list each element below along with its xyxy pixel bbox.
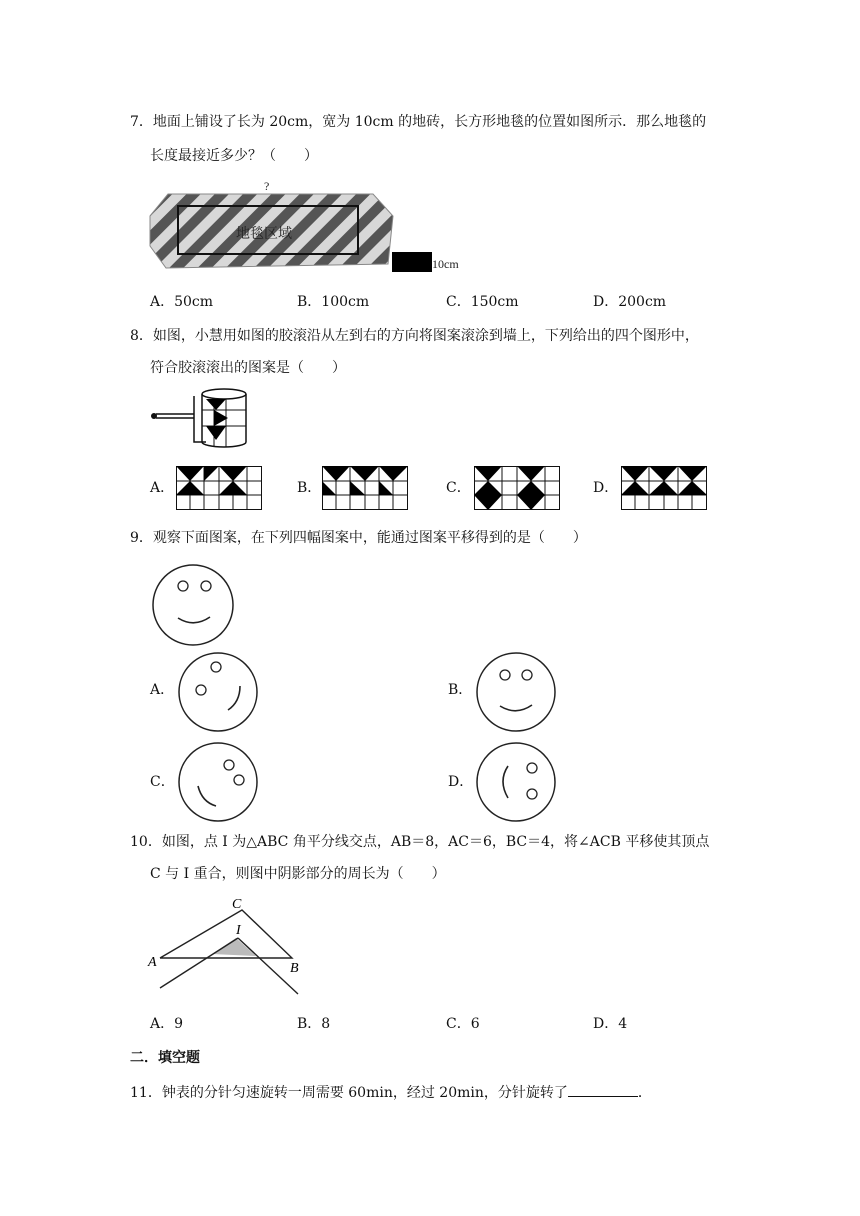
- q7-scale-label: 10cm: [432, 257, 459, 271]
- q11-text: 11．钟表的分针匀速旋转一周需要 60min，经过 20min，分针旋转了: [130, 1085, 568, 1101]
- q7-question-mark: ?: [264, 179, 270, 193]
- q10-triangle-figure: [144, 896, 304, 998]
- q11-text-line1: [130, 1082, 652, 1103]
- q8-option-a[interactable]: A．: [150, 480, 175, 496]
- q8-text-line2: 符合胶滚滚出的图案是（ ）: [150, 360, 346, 376]
- q10-option-a[interactable]: A．9: [150, 1016, 184, 1032]
- q10-text-line2: C 与 I 重合，则图中阴影部分的周长为（ ）: [150, 866, 446, 882]
- q8-pattern-b[interactable]: [322, 466, 408, 510]
- q10-label-a: A: [148, 955, 157, 970]
- q7-carpet-label: 地毯区域: [236, 227, 292, 242]
- q9-face-b[interactable]: [474, 650, 558, 734]
- q10-label-b: B: [290, 961, 299, 976]
- q10-option-d[interactable]: D．4: [593, 1016, 628, 1032]
- q11-text-end: ．: [637, 1085, 652, 1101]
- q8-pattern-a[interactable]: [176, 466, 262, 510]
- q7-option-a[interactable]: A．50cm: [150, 294, 214, 310]
- q9-option-d[interactable]: D．: [448, 774, 474, 790]
- q8-text-line1: 8．如图，小慧用如图的胶滚沿从左到右的方向将图案滚涂到墙上，下列给出的四个图形中，: [130, 328, 699, 344]
- q9-original-face: [150, 562, 236, 648]
- q10-option-c[interactable]: C．6: [446, 1016, 480, 1032]
- q7-carpet-figure: [148, 176, 468, 278]
- section-title-fill-in: 二．填空题: [130, 1050, 200, 1066]
- q8-pattern-d[interactable]: [621, 466, 707, 510]
- q7-text-line2: 长度最接近多少？（ ）: [150, 148, 318, 164]
- q10-option-b[interactable]: B．8: [297, 1016, 331, 1032]
- q10-label-i: I: [236, 923, 241, 938]
- q8-option-c[interactable]: C．: [446, 480, 471, 496]
- q7-option-d[interactable]: D．200cm: [593, 294, 667, 310]
- q8-pattern-c[interactable]: [474, 466, 560, 510]
- q10-label-c: C: [232, 897, 242, 912]
- q10-text-line1: 10．如图，点 I 为△ABC 角平分线交点，AB＝8，AC＝6，BC＝4，将∠ACB 平移使其顶点: [130, 834, 710, 850]
- q9-option-a[interactable]: A．: [150, 682, 175, 698]
- q7-option-c[interactable]: C．150cm: [446, 294, 519, 310]
- q7-scale-block: [392, 252, 432, 272]
- q9-option-b[interactable]: B．: [448, 682, 473, 698]
- q9-face-c[interactable]: [176, 740, 260, 824]
- q9-text-line1: 9．观察下面图案，在下列四幅图案中，能通过图案平移得到的是（ ）: [130, 530, 587, 546]
- q8-roller-figure: [148, 386, 254, 454]
- q7-option-b[interactable]: B．100cm: [297, 294, 370, 310]
- q7-text-line1: 7．地面上铺设了长为 20cm，宽为 10cm 的地砖，长方形地毯的位置如图所示．那么地毯的: [130, 114, 707, 130]
- q11-answer-blank[interactable]: [568, 1082, 638, 1097]
- q8-option-d[interactable]: D．: [593, 480, 619, 496]
- q9-option-c[interactable]: C．: [150, 774, 175, 790]
- q9-face-a[interactable]: [176, 650, 260, 734]
- q9-face-d[interactable]: [474, 740, 558, 824]
- q8-option-b[interactable]: B．: [297, 480, 322, 496]
